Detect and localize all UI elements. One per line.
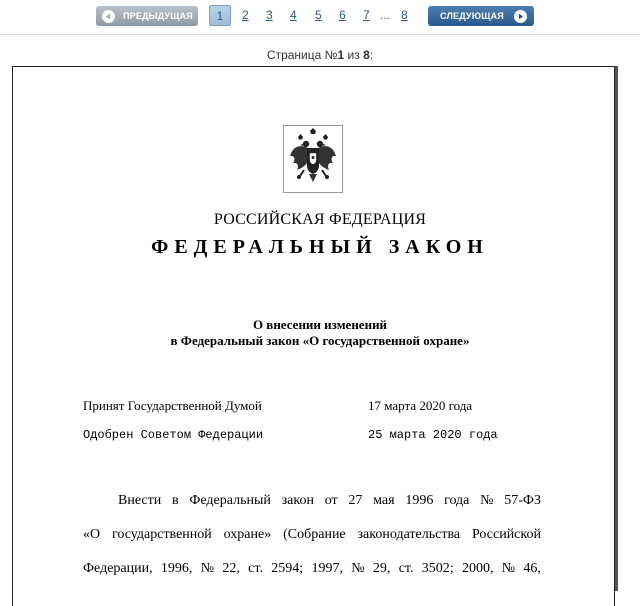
page-indicator-total: 8	[363, 48, 370, 62]
page-link-4[interactable]: 4	[290, 8, 297, 22]
page-link-7[interactable]: 7	[363, 8, 370, 22]
body-word: года	[444, 493, 470, 508]
body-word: ст.	[398, 561, 414, 576]
body-word: законодательства	[357, 527, 461, 542]
page-indicator-current: 1	[337, 48, 345, 62]
body-word: 57-ФЗ	[504, 493, 541, 508]
country-title: РОССИЙСКАЯ ФЕДЕРАЦИЯ	[213, 211, 427, 228]
previous-page-label: ПРЕДЫДУЩАЯ	[123, 11, 193, 21]
body-word: 22,	[222, 561, 240, 576]
body-word: охране»	[223, 527, 272, 542]
body-word: 27	[348, 493, 363, 508]
previous-page-button[interactable]	[96, 6, 198, 26]
page-link-3[interactable]: 3	[266, 8, 273, 22]
chevron-left-icon	[102, 10, 115, 23]
body-word: Федерации,	[83, 561, 153, 576]
body-word: в	[171, 493, 179, 508]
pager-divider	[0, 34, 640, 35]
body-word: №	[351, 561, 365, 576]
body-word: 46,	[523, 561, 541, 576]
body-word: №	[501, 561, 516, 576]
page-indicator-suffix: :	[369, 48, 374, 62]
chevron-right-icon	[514, 10, 527, 23]
page-ellipsis: ...	[380, 8, 391, 22]
body-word: закон	[281, 493, 314, 508]
page-indicator	[0, 48, 640, 62]
page-link-current-label: 1	[216, 8, 224, 23]
next-page-button[interactable]	[428, 6, 534, 26]
body-word: (Собрание	[283, 527, 346, 542]
page-indicator-prefix: Страница №	[266, 48, 338, 62]
body-word: мая	[373, 493, 395, 508]
body-word: Федеральный	[189, 493, 271, 508]
law-type-title: ФЕДЕРАЛЬНЫЙ ЗАКОН	[151, 236, 489, 258]
page-link-2[interactable]: 2	[242, 8, 249, 22]
next-page-label: СЛЕДУЮЩАЯ	[440, 11, 504, 21]
approved-date: 25 марта 2020 года	[368, 428, 498, 442]
body-paragraph-line-3	[83, 561, 541, 577]
body-word: №	[200, 561, 215, 576]
law-subject-line-1: О внесении изменений	[252, 317, 388, 332]
page-indicator-mid: из	[344, 48, 364, 62]
pagination-bar	[0, 0, 640, 34]
page-link-5[interactable]: 5	[315, 8, 322, 22]
page-link-current[interactable]	[209, 5, 231, 26]
body-word: 2000,	[461, 561, 494, 576]
law-subject-line-2: в Федеральный закон «О государственной охране»	[170, 333, 470, 348]
body-word: 2594;	[271, 561, 304, 576]
page-link-8[interactable]: 8	[401, 8, 408, 22]
body-word: 29,	[372, 561, 391, 576]
body-word: «О	[83, 527, 101, 542]
body-word: 1997,	[311, 561, 343, 576]
russian-coat-of-arms-icon	[283, 125, 343, 193]
approved-label: Одобрен Советом Федерации	[83, 428, 264, 442]
body-word: 1996	[405, 493, 434, 508]
page-link-6[interactable]: 6	[339, 8, 346, 22]
adopted-date: 17 марта 2020 года	[368, 398, 473, 413]
adopted-label: Принят Государственной Думой	[83, 398, 262, 413]
body-word: 1996,	[160, 561, 193, 576]
body-word: Российской	[471, 527, 541, 542]
body-word: государственной	[112, 527, 212, 542]
body-word: №	[480, 493, 494, 508]
body-paragraph-line-2	[83, 527, 541, 543]
body-word: от	[324, 493, 338, 508]
body-word: Внести	[118, 493, 162, 508]
body-word: ст.	[248, 561, 263, 576]
body-word: 3502;	[421, 561, 454, 576]
body-paragraph-line-1	[118, 493, 541, 509]
